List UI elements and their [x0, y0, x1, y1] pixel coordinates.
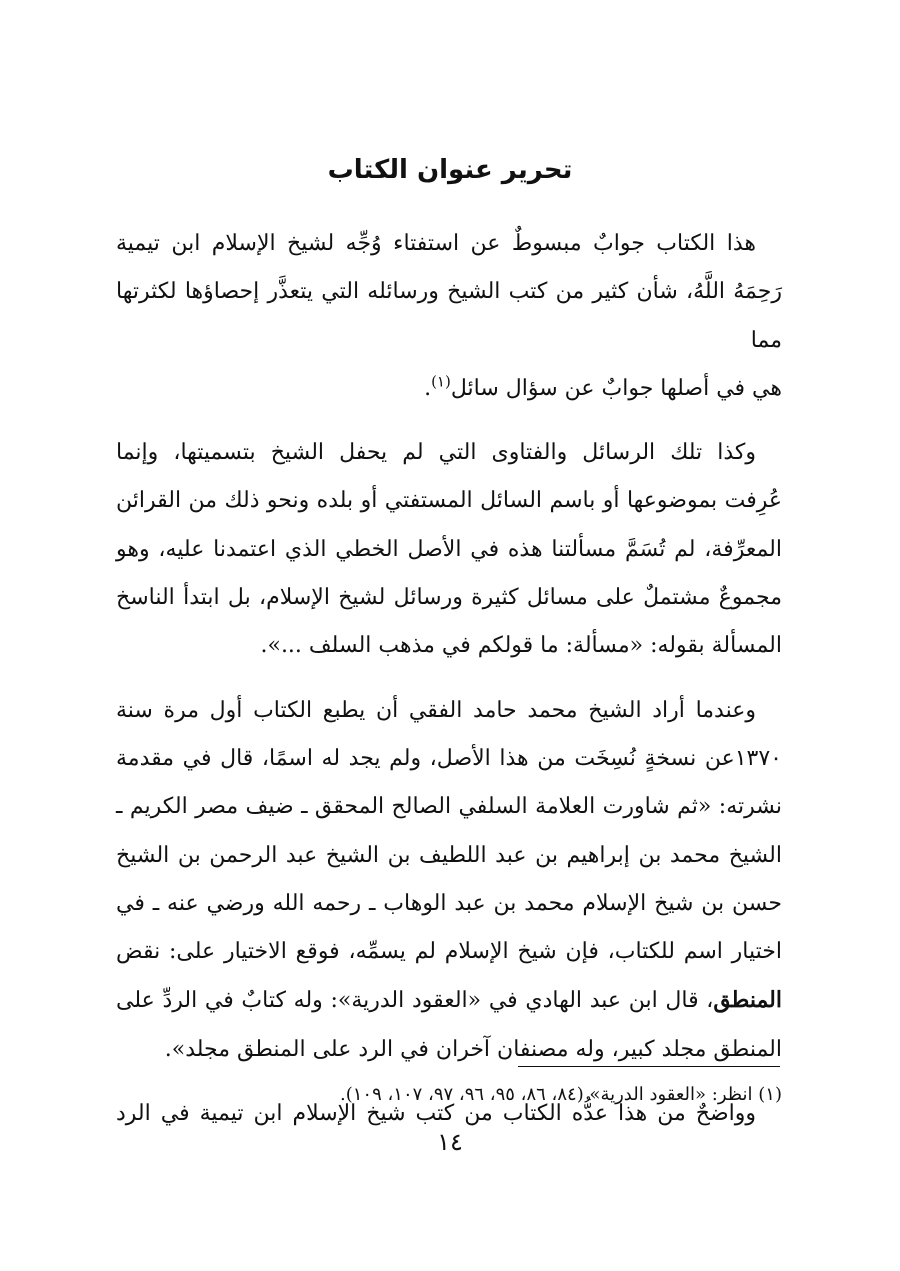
body-text: [116, 220, 782, 1154]
text-line-content: هذا الكتاب جوابٌ مبسوطٌ عن استفتاء وُجِّه لشيخ الإسلام ابن تيمية: [116, 231, 756, 256]
text-line: ١٣٧٠عن نسخةٍ نُسِخَت من هذا الأصل، ولم يجد له اسمًا، قال في مقدمة: [116, 745, 782, 771]
text-line: نشرته: «ثم شاورت العلامة السلفي الصالح المحقق ـ ضيف مصر الكريم ـ: [116, 794, 782, 820]
text-line: رَحِمَهُ اللَّهُ، شأن كثير من كتب الشيخ ورسائله التي يتعذَّر إحصاؤها لكثرتها مما: [116, 279, 782, 353]
page-title: تحرير عنوان الكتاب: [327, 155, 573, 185]
footnote-separator: [518, 1066, 780, 1067]
text-line: المسألة بقوله: «مسألة: ما قولكم في مذهب السلف ...».: [260, 633, 782, 659]
text-line: المعرِّفة، لم تُسَمَّ مسألتنا هذه في الأصل الخطي الذي اعتمدنا عليه، وهو: [116, 536, 782, 562]
sentence-end: .: [424, 375, 432, 401]
text-line: حسن بن شيخ الإسلام محمد بن عبد الوهاب ـ رحمه الله ورضي عنه ـ في: [116, 890, 782, 916]
text-line-content: وعندما أراد الشيخ محمد حامد الفقي أن يطبع الكتاب أول مرة سنة: [116, 697, 756, 723]
text-line-content: ، قال ابن عبد الهادي في «العقود الدرية»: وله كتابٌ في الردِّ على: [116, 988, 714, 1014]
text-line: عُرِفت بموضوعها أو باسم السائل المستفتي أو بلده ونحو ذلك من القرائن: [116, 488, 782, 514]
footnote-reference[interactable]: (١): [431, 372, 451, 391]
text-line-content: وواضحٌ من هذا عدُّه الكتاب من كتب شيخ الإسلام ابن تيمية في الرد: [116, 1101, 756, 1127]
text-line: [116, 220, 782, 268]
paragraph-1: [116, 220, 782, 413]
bold-term: المنطق: [713, 987, 782, 1014]
text-line-content: وكذا تلك الرسائل والفتاوى التي لم يحفل الشيخ بتسميتها، وإنما: [116, 440, 756, 466]
text-line: [116, 976, 782, 1025]
text-line: المنطق مجلد كبير، وله مصنفان آخران في الرد على المنطق مجلد».: [164, 1036, 782, 1062]
text-line: مجموعٌ مشتملٌ على مسائل كثيرة ورسائل لشيخ الإسلام، بل ابتدأ الناسخ: [116, 585, 782, 611]
text-line: اختيار اسم للكتاب، فإن شيخ الإسلام لم يسمِّه، فوقع الاختيار على: نقض: [116, 939, 782, 965]
text-line: [116, 687, 782, 735]
footnote: (١) انظر: «العقود الدرية» (٨٤، ٨٦، ٩٥، ٩٦، ٩٧، ١٠٧، ١٠٩).: [340, 1084, 782, 1105]
text-line: [116, 429, 782, 477]
text-line: الشيخ محمد بن إبراهيم بن عبد اللطيف بن الشيخ عبد الرحمن بن الشيخ: [116, 842, 782, 868]
paragraph-3: [116, 687, 782, 1074]
page-number: ١٤: [437, 1128, 463, 1156]
text-line-content: هي في أصلها جوابٌ عن سؤال سائل: [450, 375, 782, 401]
text-line: [116, 365, 782, 413]
paragraph-2: [116, 429, 782, 670]
